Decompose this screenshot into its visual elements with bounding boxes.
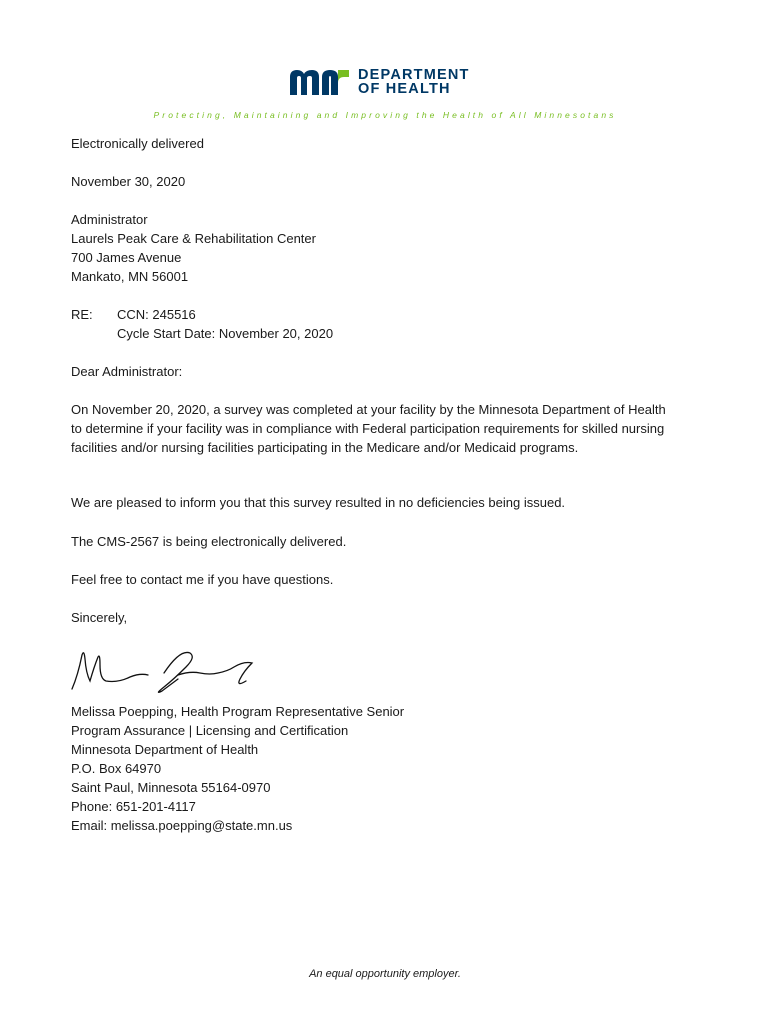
recipient-street: 700 James Avenue	[71, 250, 182, 265]
body-paragraph-1: On November 20, 2020, a survey was completed at your facility by the Minnesota Department of Health to determine if your facility was in compliance with Federal participation requirements for skilled nursing facilities and/or nursing facilities participating in the Medicare and/or Medicaid programs.	[71, 402, 666, 455]
logo-wordmark	[358, 68, 470, 96]
logo-line-2: OF HEALTH	[358, 81, 451, 97]
sender-name-title: Melissa Poepping, Health Program Representative Senior	[71, 704, 405, 719]
re-ccn: CCN: 245516	[117, 307, 196, 322]
sender-city: Saint Paul, Minnesota 55164-0970	[71, 780, 271, 795]
sender-po-box: P.O. Box 64970	[71, 761, 162, 776]
body-paragraph-2: We are pleased to inform you that this survey resulted in no deficiencies being issued.	[71, 495, 566, 510]
mdh-logo	[288, 66, 488, 98]
closing: Sincerely,	[71, 610, 128, 625]
recipient-title: Administrator	[71, 212, 148, 227]
letter-date: November 30, 2020	[71, 174, 186, 189]
sender-phone: Phone: 651-201-4117	[71, 799, 196, 814]
salutation: Dear Administrator:	[71, 364, 183, 379]
sender-unit: Program Assurance | Licensing and Certification	[71, 723, 349, 738]
recipient-facility: Laurels Peak Care & Rehabilitation Center	[71, 231, 316, 246]
re-cycle-start: Cycle Start Date: November 20, 2020	[117, 326, 334, 341]
footer-eoe: An equal opportunity employer.	[309, 968, 461, 980]
handwritten-signature	[68, 645, 268, 700]
delivery-method: Electronically delivered	[71, 136, 204, 151]
logo-line-1: DEPARTMENT	[358, 67, 470, 83]
recipient-city: Mankato, MN 56001	[71, 269, 189, 284]
tagline: Protecting, Maintaining and Improving the Health of All Minnesotans	[153, 110, 617, 120]
sender-email[interactable]: Email: melissa.poepping@state.mn.us	[71, 818, 293, 833]
sender-org: Minnesota Department of Health	[71, 742, 259, 757]
body-paragraph-3: The CMS-2567 is being electronically delivered.	[71, 534, 347, 549]
body-paragraph-4: Feel free to contact me if you have questions.	[71, 572, 334, 587]
re-label: RE:	[71, 307, 93, 322]
mn-logo-icon	[288, 67, 352, 97]
